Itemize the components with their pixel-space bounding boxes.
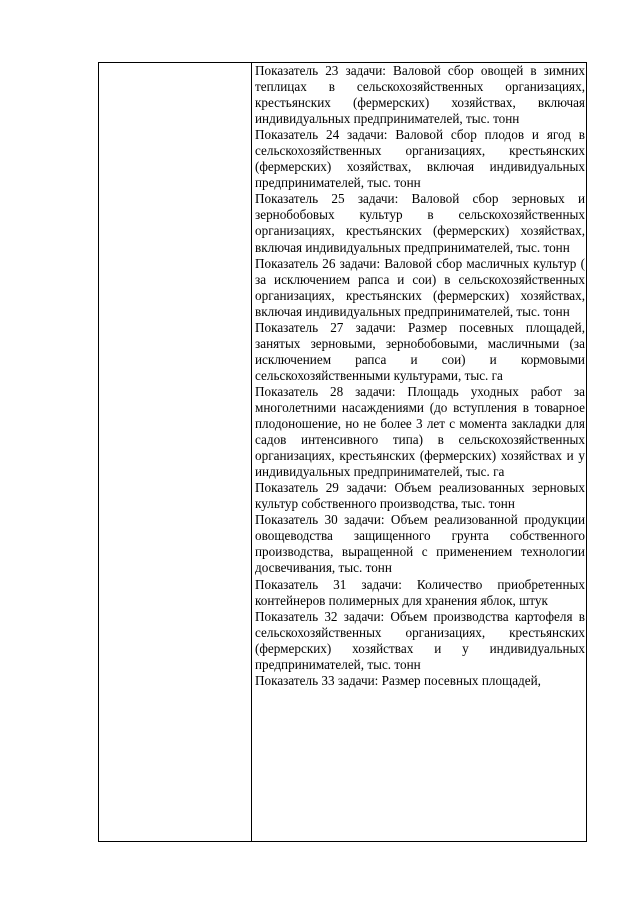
indicator-24: Показатель 24 задачи: Валовой сбор плодов и ягод в сельскохозяйственных организациях, крестьянских (фермерских) хозяйствах, включая индивидуальных предпринимателей, тыс. тонн bbox=[255, 127, 585, 191]
indicator-32: Показатель 32 задачи: Объем производства картофеля в сельскохозяйственных организациях, крестьянских (фермерских) хозяйствах и у индивидуальных предпринимателей, тыс. тонн bbox=[255, 608, 585, 672]
indicator-30: Показатель 30 задачи: Объем реализованной продукции овощеводства защищенного грунта собственного производства, выращенной с применением технологии досвечивания, тыс. тонн bbox=[255, 512, 585, 576]
indicator-28: Показатель 28 задачи: Площадь уходных работ за многолетними насаждениями (до вступления в товарное плодоношение, но не более 3 лет с момента закладки для садов интенсивного типа) в сельскохозяйственных организациях, крестьянских (фермерских) хозяйствах и у индивидуальных предпринимателей, тыс. га bbox=[255, 383, 585, 480]
indicator-26: Показатель 26 задачи: Валовой сбор масличных культур ( за исключением рапса и сои) в сельскохозяйственных организациях, крестьянских (фермерских) хозяйствах, включая индивидуальных предпринимателей, тыс. тонн bbox=[255, 255, 585, 319]
indicators-table bbox=[98, 62, 587, 842]
indicator-33: Показатель 33 задачи: Размер посевных площадей, bbox=[255, 672, 541, 688]
indicator-25: Показатель 25 задачи: Валовой сбор зерновых и зернобобовых культур в сельскохозяйственных организациях, крестьянских (фермерских) хозяйствах, включая индивидуальных предпринимателей, тыс. тонн bbox=[255, 191, 585, 255]
indicator-23: Показатель 23 задачи: Валовой сбор овощей в зимних теплицах в сельскохозяйственных организациях, крестьянских (фермерских) хозяйствах, включая индивидуальных предпринимателей, тыс. тонн bbox=[255, 63, 585, 127]
table-left-column bbox=[99, 63, 252, 841]
indicator-29: Показатель 29 задачи: Объем реализованных зерновых культур собственного производства, тыс. тонн bbox=[255, 480, 585, 512]
indicator-31: Показатель 31 задачи: Количество приобретенных контейнеров полимерных для хранения яблок, штук bbox=[255, 576, 585, 608]
indicator-27: Показатель 27 задачи: Размер посевных площадей, занятых зерновыми, зернобобовыми, масличными (за исключением рапса и сои) и кормовыми сельскохозяйственными культурами, тыс. га bbox=[255, 319, 585, 383]
table-right-column bbox=[252, 63, 586, 841]
